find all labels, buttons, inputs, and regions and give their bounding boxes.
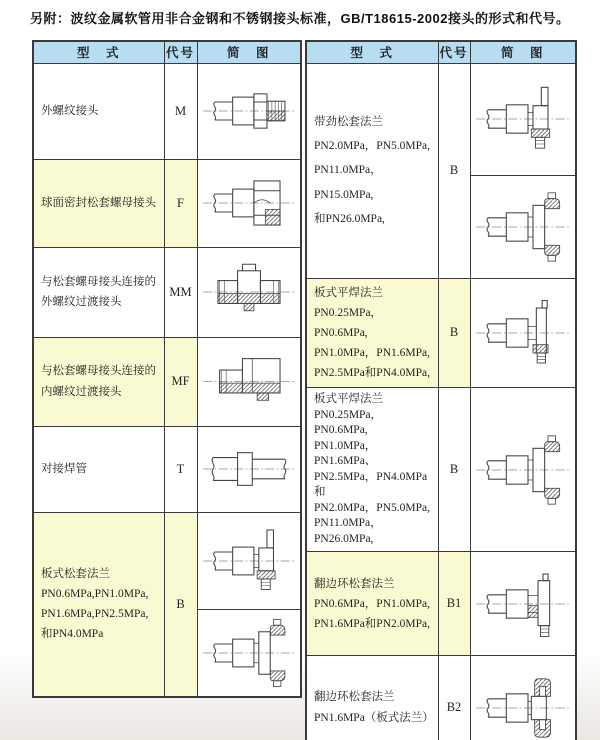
diagram-cell	[470, 63, 576, 278]
butt-weld-pipe-diagram	[200, 432, 298, 506]
code-cell: F	[164, 159, 197, 247]
table-row	[33, 247, 301, 337]
code-cell: MF	[164, 337, 197, 426]
code-cell: B	[164, 512, 197, 697]
diagram-cell	[197, 337, 301, 426]
diagram-cell	[197, 512, 301, 697]
plate-flat-weld-flange-2-diagram	[473, 425, 573, 515]
diagram-cell	[470, 552, 576, 656]
flanged-ring-loose-flange-plate-diagram	[473, 662, 573, 740]
flanged-ring-loose-flange-diagram	[473, 558, 573, 650]
diagram-subcell	[198, 609, 301, 696]
table-row	[306, 656, 576, 740]
col-header-code: 代号	[164, 41, 197, 63]
diagram-cell	[470, 656, 576, 740]
code-cell: MM	[164, 247, 197, 337]
table-row	[306, 552, 576, 656]
left-table	[32, 40, 302, 698]
code-cell: B1	[438, 552, 470, 656]
fitting-tables	[32, 40, 577, 740]
diagram-subcell	[471, 64, 576, 175]
code-cell: B	[438, 63, 470, 278]
type-cell: 带劲松套法兰 PN2.0MPa，PN5.0MPa, PN11.0MPa，PN15.0MPa, 和PN26.0MPa,	[306, 63, 438, 278]
spherical-seal-loose-nut-fitting-diagram	[200, 165, 298, 241]
table-row	[306, 278, 576, 388]
plate-loose-flange-variant-2-diagram	[200, 613, 298, 693]
male-thread-fitting-diagram	[200, 72, 298, 150]
neck-loose-flange-variant-1-diagram	[473, 73, 573, 165]
diagram-cell	[197, 159, 301, 247]
code-cell: B	[438, 388, 470, 552]
col-header-type: 型 式	[33, 41, 164, 63]
diagram-cell	[197, 63, 301, 159]
diagram-cell	[470, 278, 576, 388]
diagram-cell	[197, 426, 301, 512]
diagram-cell	[470, 388, 576, 552]
table-row	[33, 159, 301, 247]
table-row	[33, 63, 301, 159]
diagram-subcell	[198, 513, 301, 609]
code-cell: B	[438, 278, 470, 388]
col-header-code: 代号	[438, 41, 470, 63]
table-row	[33, 512, 301, 697]
female-thread-transition-fitting-diagram	[200, 343, 298, 420]
male-thread-transition-fitting-diagram	[200, 253, 298, 331]
code-cell: M	[164, 63, 197, 159]
table-row	[306, 63, 576, 278]
page-title: 另附：波纹金属软管用非合金钢和不锈钢接头标准，GB/T18615-2002接头的形式和代号。	[30, 11, 570, 26]
col-header-type: 型 式	[306, 41, 438, 63]
table-row	[306, 388, 576, 552]
header-row	[306, 41, 576, 63]
type-cell: 外螺纹接头	[33, 63, 164, 159]
type-cell: 板式平焊法兰 PN0.25MPa，PN0.6MPa, PN1.0MPa，PN1.6MPa、 PN2.5MPa，PN4.0MPa和 PN2.0MPa，PN5.0MPa, PN11.0MPa，PN26.0MPa,	[306, 388, 438, 552]
right-table	[305, 40, 577, 740]
col-header-diagram: 简 图	[470, 41, 576, 63]
diagram-subcell	[471, 175, 576, 278]
diagram-cell	[197, 247, 301, 337]
header-row	[33, 41, 301, 63]
code-cell: B2	[438, 656, 470, 740]
table-row	[33, 337, 301, 426]
type-cell: 对接焊管	[33, 426, 164, 512]
type-cell: 球面密封松套螺母接头	[33, 159, 164, 247]
type-cell: 翻边环松套法兰 PN1.6MPa（板式法兰）	[306, 656, 438, 740]
type-cell: 板式松套法兰 PN0.6MPa,PN1.0MPa, PN1.6MPa,PN2.5MPa, 和PN4.0MPa	[33, 512, 164, 697]
type-cell: 与松套螺母接头连接的外螺纹过渡接头	[33, 247, 164, 337]
code-cell: T	[164, 426, 197, 512]
table-row	[33, 426, 301, 512]
type-cell: 板式平焊法兰 PN0.25MPa，PN0.6MPa, PN1.0MPa，PN1.6MPa, PN2.5MPa和PN4.0MPa,	[306, 278, 438, 388]
type-cell: 与松套螺母接头连接的内螺纹过渡接头	[33, 337, 164, 426]
type-cell: 翻边环松套法兰 PN0.6MPa，PN1.0MPa, PN1.6MPa和PN2.0MPa,	[306, 552, 438, 656]
neck-loose-flange-variant-2-diagram	[473, 182, 573, 272]
col-header-diagram: 简 图	[197, 41, 301, 63]
plate-loose-flange-variant-1-diagram	[200, 517, 298, 605]
plate-flat-weld-flange-diagram	[473, 285, 573, 381]
